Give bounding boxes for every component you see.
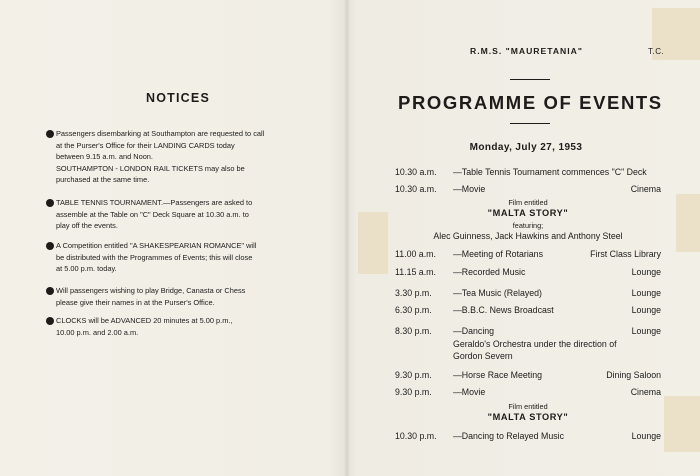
event-desc: —Tea Music (Relayed) bbox=[453, 288, 542, 298]
divider bbox=[510, 79, 550, 80]
divider bbox=[510, 123, 550, 124]
event-desc: —Dancing to Relayed Music bbox=[453, 431, 564, 441]
notice-line: at the Purser's Office for their LANDING CARDS today bbox=[56, 140, 235, 150]
initials: T.C. bbox=[648, 47, 665, 56]
event-desc: —B.B.C. News Broadcast bbox=[453, 305, 554, 315]
notice-3 bbox=[46, 240, 306, 275]
event-desc: —Horse Race Meeting bbox=[453, 370, 542, 380]
event-time: 9.30 p.m. bbox=[395, 370, 432, 380]
notice-line: Passengers disembarking at Southampton are requested to call bbox=[56, 129, 265, 138]
event-venue: Lounge bbox=[631, 326, 661, 336]
notice-line: CLOCKS will be ADVANCED 20 minutes at 5.00 p.m., bbox=[56, 316, 233, 325]
notice-line: A Competition entitled "A SHAKESPEARIAN ROMANCE" will bbox=[56, 241, 257, 250]
event-time: 10.30 p.m. bbox=[395, 431, 437, 441]
event-venue: Cinema bbox=[630, 184, 661, 194]
dancing-note bbox=[453, 338, 661, 362]
film-title: "MALTA STORY" bbox=[487, 412, 569, 422]
notice-line: assemble at the Table on "C" Deck Square at 10.30 a.m. to bbox=[56, 209, 249, 219]
event-venue: Dining Saloon bbox=[606, 370, 661, 380]
notice-1 bbox=[46, 128, 306, 186]
event-desc: —Meeting of Rotarians bbox=[453, 249, 543, 259]
notice-line: play off the events. bbox=[56, 221, 118, 231]
film-cast: Alec Guinness, Jack Hawkins and Anthony Steel bbox=[433, 231, 623, 241]
event-time: 8.30 p.m. bbox=[395, 326, 432, 336]
event-venue: Lounge bbox=[631, 431, 661, 441]
notice-line: TABLE TENNIS TOURNAMENT.—Passengers are asked to bbox=[56, 198, 253, 207]
page-fold bbox=[344, 0, 350, 476]
event-desc: —Recorded Music bbox=[453, 267, 526, 277]
film-entitled: Film entitled bbox=[508, 198, 548, 207]
event-time: 11.00 a.m. bbox=[395, 249, 436, 259]
event-time: 9.30 p.m. bbox=[395, 387, 432, 397]
notice-line: be distributed with the Programmes of Events; this will close bbox=[56, 252, 253, 262]
event-venue: Lounge bbox=[631, 305, 661, 315]
event-time: 11.15 a.m. bbox=[395, 267, 436, 277]
programme-date: Monday, July 27, 1953 bbox=[469, 142, 583, 153]
bullet-icon bbox=[46, 317, 54, 325]
notices-title: NOTICES bbox=[146, 91, 210, 105]
event-time: 3.30 p.m. bbox=[395, 288, 432, 298]
notice-line: between 9.15 a.m. and Noon. bbox=[56, 152, 153, 162]
bullet-icon bbox=[46, 242, 54, 250]
film-entitled: Film entitled bbox=[508, 402, 548, 411]
tape-mark-bottom-right bbox=[664, 396, 700, 452]
notice-line: purchased at the same time. bbox=[56, 175, 150, 185]
notice-4 bbox=[46, 285, 306, 308]
tape-mark-left-middle bbox=[358, 212, 388, 274]
dancing-note-line: Geraldo's Orchestra under the direction of bbox=[453, 339, 617, 349]
film-featuring: featuring; bbox=[512, 221, 544, 230]
bullet-icon bbox=[46, 130, 54, 138]
notice-line: please give their names in at the Purser's Office. bbox=[56, 297, 215, 307]
bullet-icon bbox=[46, 199, 54, 207]
tape-mark-right-middle bbox=[676, 194, 700, 252]
event-time: 6.30 p.m. bbox=[395, 305, 432, 315]
event-venue: Lounge bbox=[631, 288, 661, 298]
film-title: "MALTA STORY" bbox=[487, 208, 569, 218]
event-time: 10.30 a.m. bbox=[395, 167, 437, 177]
event-venue: Lounge bbox=[631, 267, 661, 277]
dancing-note-line: Gordon Severn bbox=[453, 351, 513, 361]
notice-line: SOUTHAMPTON - LONDON RAIL TICKETS may also be bbox=[56, 163, 245, 173]
notice-5 bbox=[46, 315, 306, 338]
notice-line: at 5.00 p.m. today. bbox=[56, 264, 117, 274]
event-venue: Cinema bbox=[630, 387, 661, 397]
ship-name: R.M.S. "MAURETANIA" bbox=[470, 46, 583, 56]
bullet-icon bbox=[46, 287, 54, 295]
event-desc: —Dancing bbox=[453, 326, 495, 336]
notice-line: 10.00 p.m. and 2.00 a.m. bbox=[56, 327, 139, 337]
event-venue: First Class Library bbox=[590, 249, 661, 259]
event-desc: —Table Tennis Tournament commences "C" Deck bbox=[453, 167, 647, 177]
event-desc: —Movie bbox=[453, 387, 486, 397]
notice-2 bbox=[46, 197, 306, 232]
programme-title: PROGRAMME OF EVENTS bbox=[398, 92, 663, 113]
event-time: 10.30 a.m. bbox=[395, 184, 437, 194]
event-desc: —Movie bbox=[453, 184, 486, 194]
notice-line: Will passengers wishing to play Bridge, Canasta or Chess bbox=[56, 286, 246, 295]
